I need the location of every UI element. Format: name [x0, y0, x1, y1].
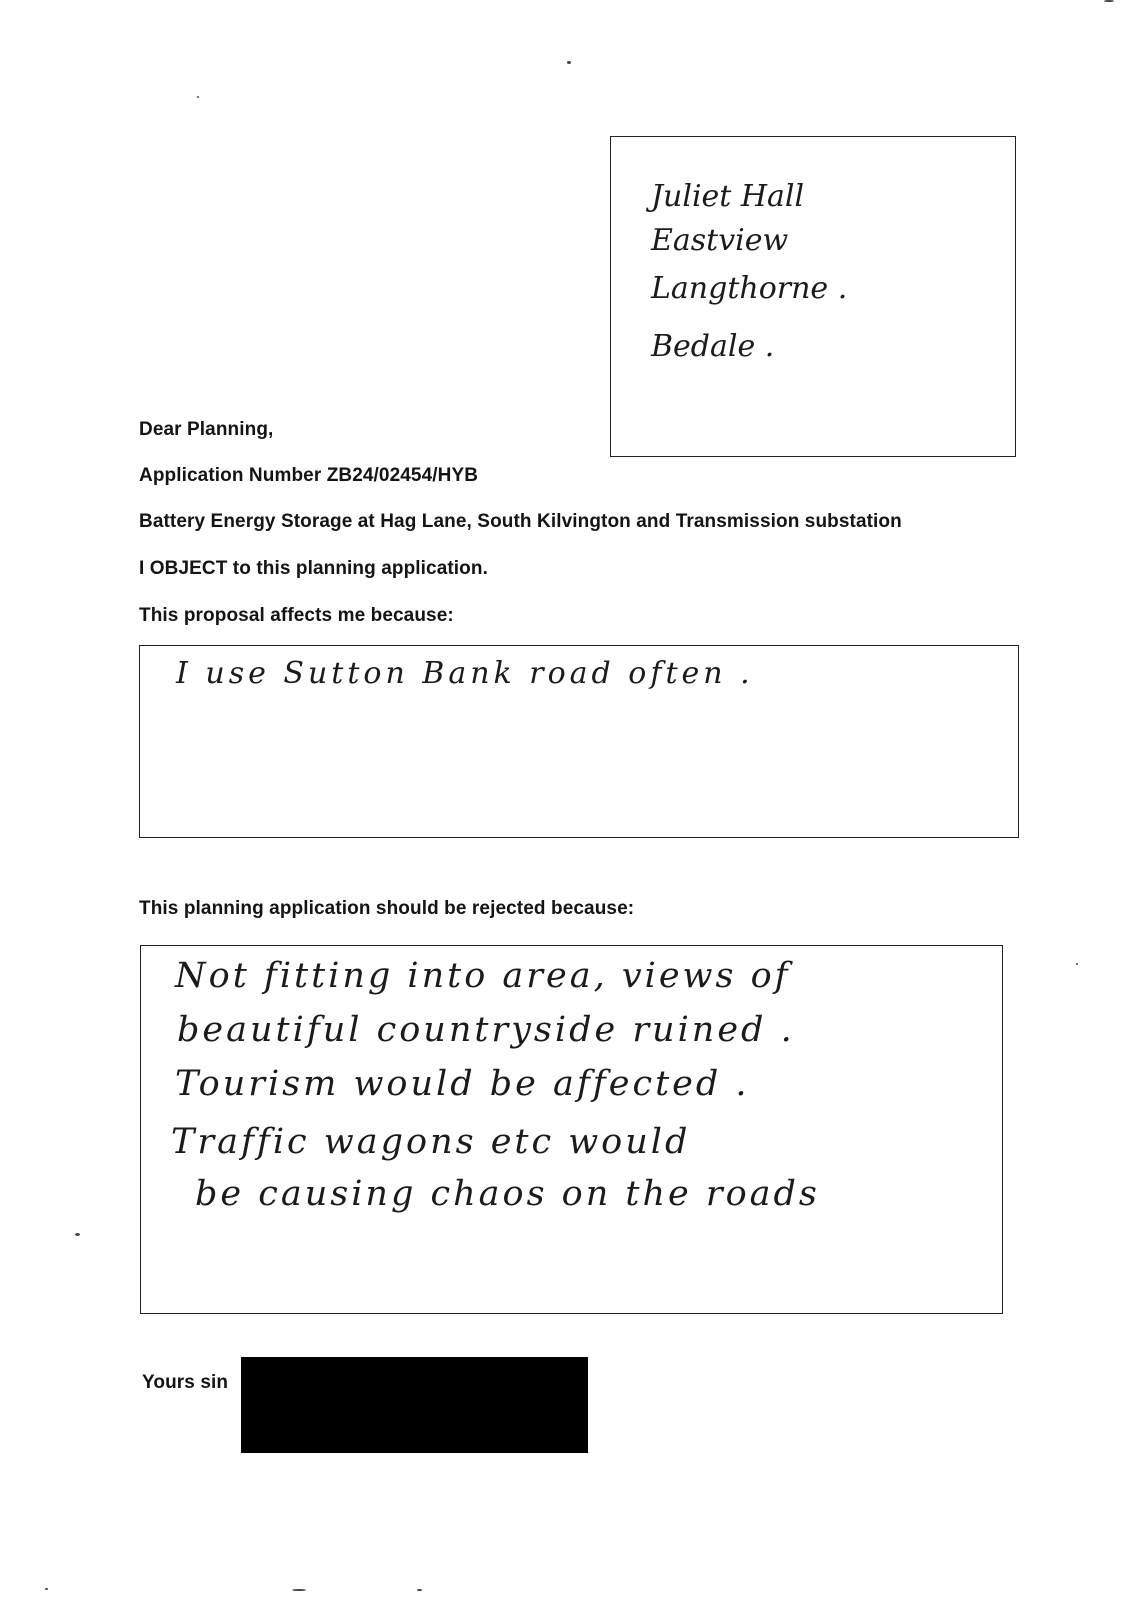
objection-statement: I OBJECT to this planning application.	[139, 558, 488, 579]
rejected-line: Not fitting into area, views of	[175, 956, 791, 996]
site-description: Battery Energy Storage at Hag Lane, South Kilvington and Transmission substation	[139, 511, 902, 532]
scan-speck	[292, 1589, 306, 1591]
address-line: Langthorne .	[651, 271, 848, 306]
salutation: Dear Planning,	[139, 419, 274, 440]
affects-heading: This proposal affects me because:	[139, 605, 454, 626]
address-line: Juliet Hall	[651, 179, 805, 214]
scan-speck	[75, 1233, 80, 1236]
redaction-block	[241, 1357, 588, 1453]
affects-text: I use Sutton Bank road often .	[176, 656, 754, 691]
application-number: Application Number ZB24/02454/HYB	[139, 465, 479, 486]
scan-speck	[1104, 0, 1114, 2]
scan-speck	[567, 61, 571, 64]
address-line: Eastview	[651, 223, 789, 258]
rejected-line: beautiful countryside ruined .	[177, 1010, 795, 1050]
rejected-line: Traffic wagons etc would	[171, 1122, 691, 1162]
address-box	[610, 136, 1016, 457]
rejected-line: be causing chaos on the roads	[195, 1174, 820, 1214]
address-line: Bedale .	[651, 329, 775, 364]
scan-speck	[1076, 963, 1078, 965]
affects-box	[139, 645, 1019, 838]
rejected-box	[140, 945, 1003, 1314]
scan-speck	[417, 1589, 422, 1591]
closing: Yours sin	[142, 1372, 229, 1393]
scan-speck	[45, 1588, 48, 1590]
rejected-line: Tourism would be affected .	[175, 1064, 750, 1104]
rejected-heading: This planning application should be rejected because:	[139, 898, 635, 919]
scan-speck	[197, 96, 199, 98]
